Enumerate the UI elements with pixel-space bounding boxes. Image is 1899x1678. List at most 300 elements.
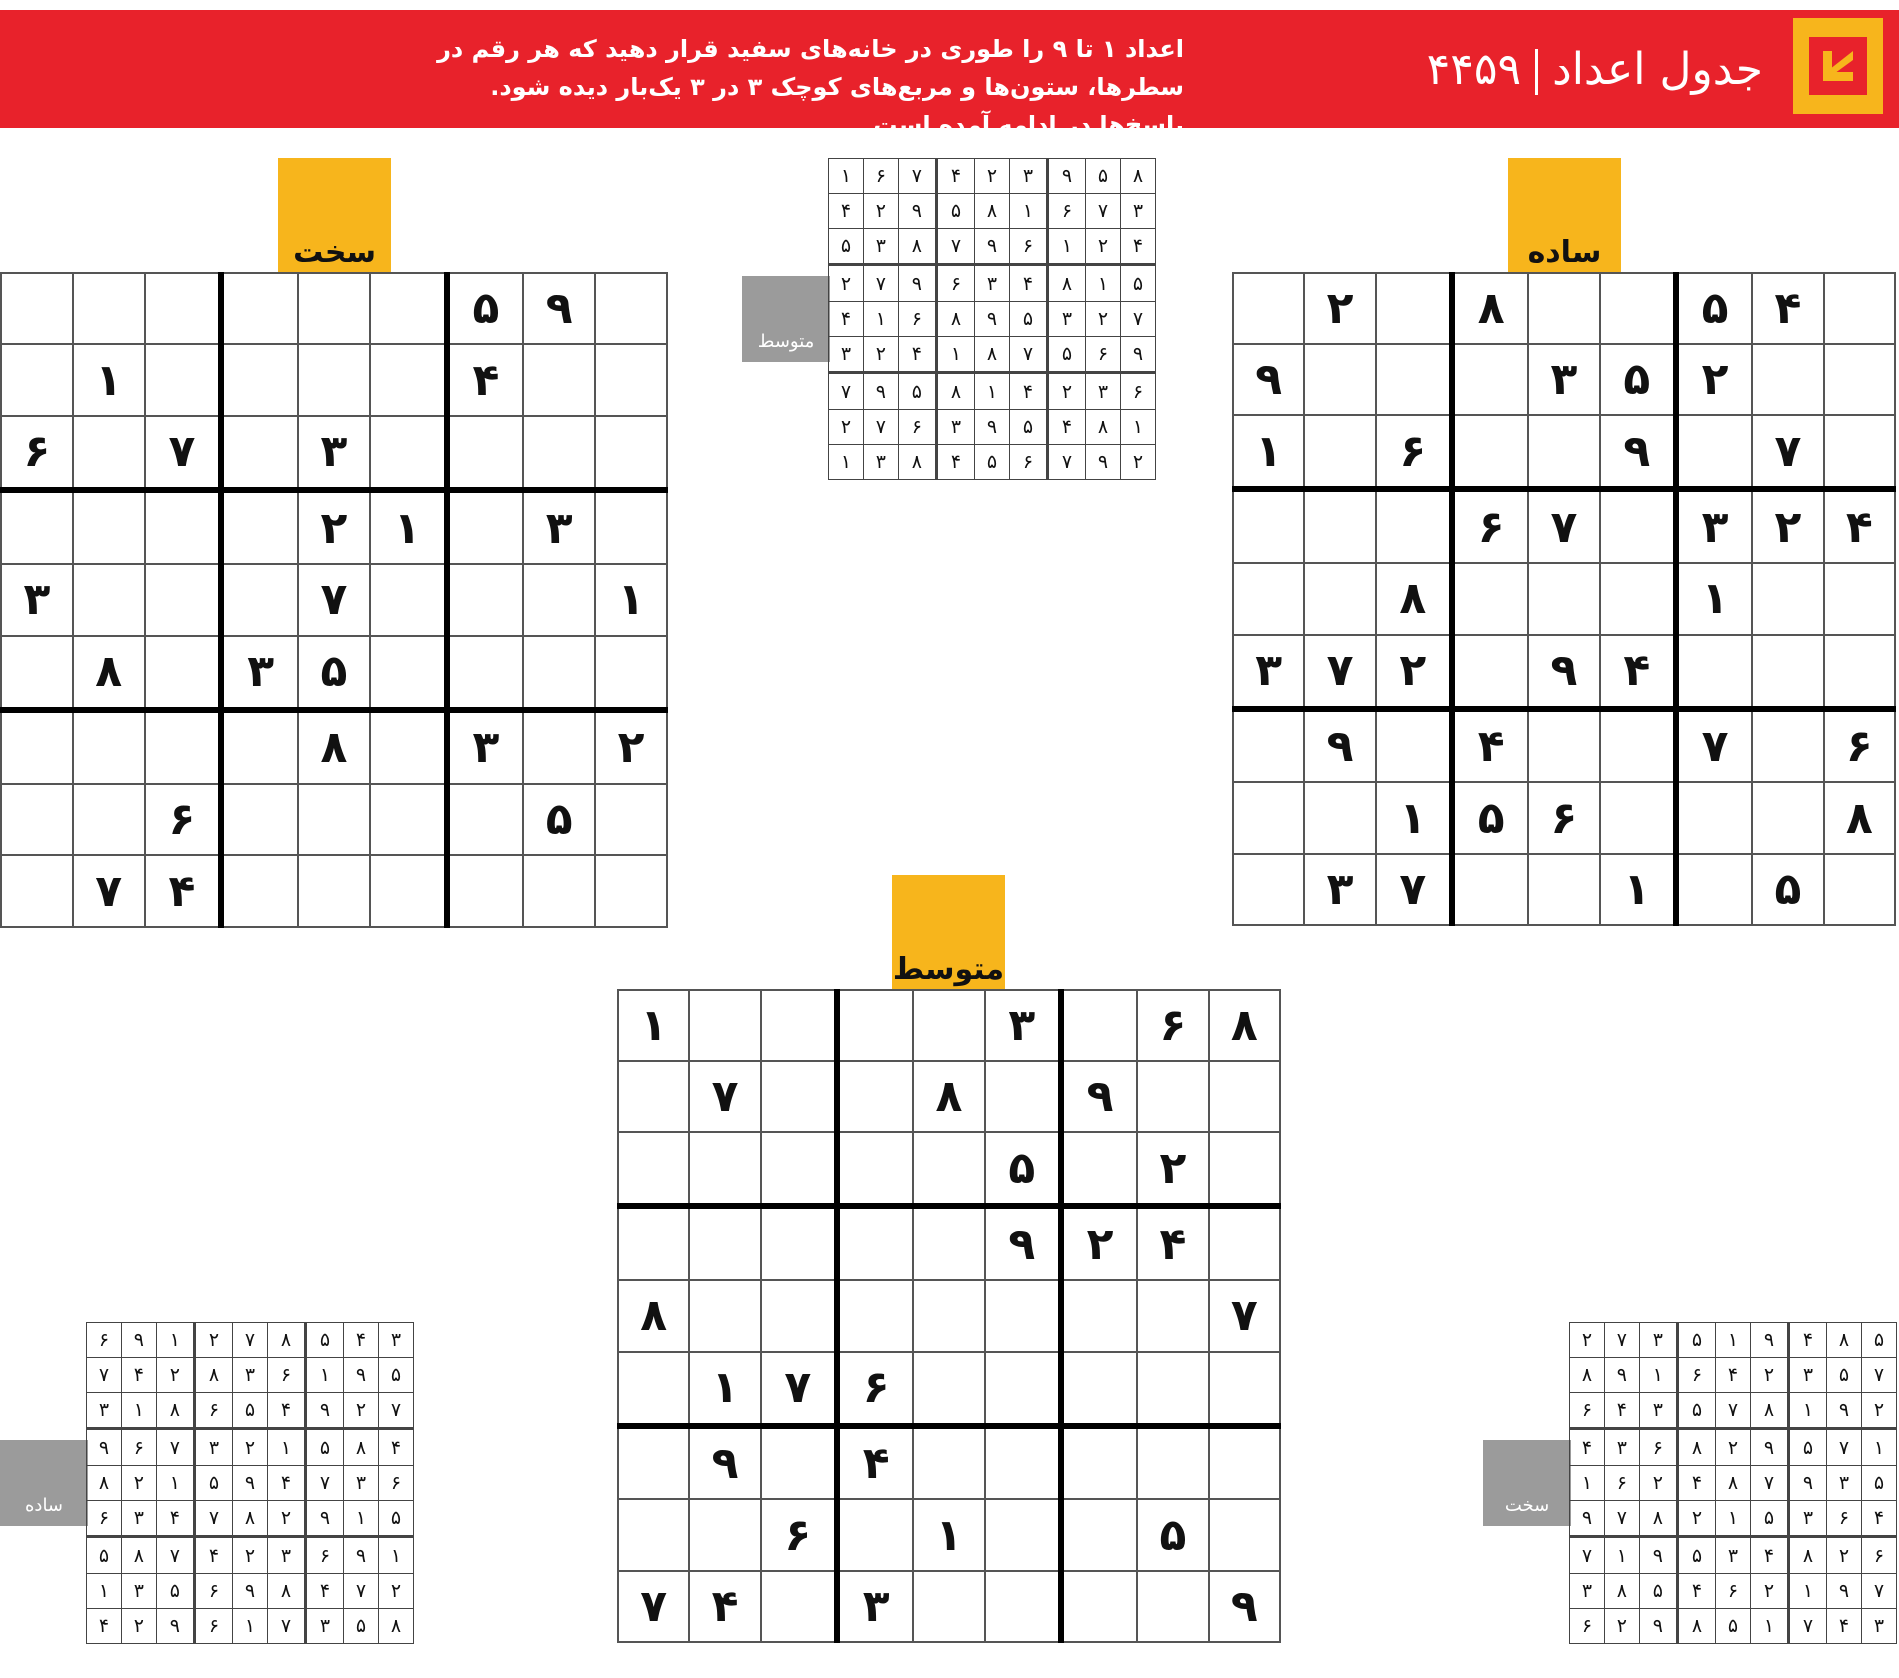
grid-cell: ۸ <box>156 1392 194 1429</box>
grid-cell: ۸ <box>267 1573 305 1608</box>
grid-row <box>1 710 667 784</box>
grid-row <box>1 273 667 344</box>
grid-cell: ۶ <box>1009 444 1047 479</box>
grid-cell <box>595 636 667 710</box>
grid-cell <box>595 273 667 344</box>
grid-cell <box>1824 344 1895 415</box>
grid-cell <box>595 784 667 855</box>
grid-cell <box>761 1571 837 1642</box>
grid-row <box>829 228 1156 265</box>
grid-cell <box>1137 1061 1208 1132</box>
grid-cell: ۵ <box>829 228 864 265</box>
grid-cell: ۶ <box>863 159 898 194</box>
grid-cell <box>689 1499 760 1570</box>
grid-cell: ۵ <box>985 1132 1061 1206</box>
grid-cell: ۳ <box>1862 1608 1897 1643</box>
grid-cell: ۱ <box>913 1499 984 1570</box>
grid-row <box>1 784 667 855</box>
grid-cell: ۹ <box>985 1206 1061 1280</box>
grid-cell: ۱ <box>595 564 667 635</box>
grid-cell <box>1824 415 1895 489</box>
grid-cell: ۳ <box>1789 1500 1827 1537</box>
grid-cell: ۶ <box>1452 489 1528 563</box>
grid-cell: ۱ <box>156 1323 194 1358</box>
grid-cell: ۸ <box>379 1608 414 1643</box>
grid-cell: ۹ <box>1048 159 1086 194</box>
grid-cell: ۲ <box>829 409 864 444</box>
grid-cell: ۱ <box>1789 1392 1827 1429</box>
grid-cell: ۹ <box>306 1500 344 1537</box>
grid-row <box>1 636 667 710</box>
grid-cell <box>1233 563 1304 634</box>
grid-cell: ۸ <box>936 301 974 336</box>
grid-cell: ۴ <box>1752 273 1823 344</box>
grid-cell: ۹ <box>344 1537 379 1574</box>
grid-cell <box>1209 1132 1280 1206</box>
grid-cell: ۱ <box>1639 1357 1677 1392</box>
grid-cell: ۷ <box>73 855 145 927</box>
grid-row <box>618 1132 1280 1206</box>
grid-cell <box>618 1426 689 1500</box>
grid-cell: ۳ <box>298 416 370 490</box>
grid-cell: ۴ <box>1604 1392 1639 1429</box>
grid-cell: ۷ <box>156 1537 194 1574</box>
grid-cell: ۲ <box>233 1537 268 1574</box>
grid-cell: ۷ <box>1716 1392 1751 1429</box>
grid-row <box>618 1571 1280 1642</box>
grid-cell: ۳ <box>936 409 974 444</box>
grid-cell <box>370 273 447 344</box>
grid-cell: ۵ <box>1862 1465 1897 1500</box>
grid-cell <box>1061 1499 1137 1570</box>
grid-cell <box>761 1280 837 1351</box>
grid-cell <box>73 710 145 784</box>
grid-cell: ۷ <box>1750 1465 1788 1500</box>
medium-label: متوسط <box>892 875 1005 989</box>
grid-row <box>1233 854 1895 925</box>
grid-cell: ۵ <box>87 1537 122 1574</box>
grid-cell: ۴ <box>1677 1465 1715 1500</box>
grid-cell: ۷ <box>898 159 936 194</box>
grid-cell <box>1233 709 1304 783</box>
grid-cell: ۲ <box>1827 1537 1862 1574</box>
grid-cell: ۶ <box>898 301 936 336</box>
grid-cell: ۶ <box>1086 336 1121 373</box>
grid-cell: ۸ <box>73 636 145 710</box>
grid-cell <box>1600 709 1676 783</box>
grid-cell <box>73 490 145 564</box>
grid-cell: ۴ <box>1048 409 1086 444</box>
grid-cell <box>1528 709 1599 783</box>
grid-cell <box>1452 415 1528 489</box>
grid-cell: ۳ <box>121 1573 156 1608</box>
grid-cell: ۲ <box>1570 1323 1605 1358</box>
grid-cell: ۳ <box>221 636 298 710</box>
grid-cell: ۶ <box>121 1429 156 1466</box>
grid-cell <box>1209 1061 1280 1132</box>
grid-row <box>87 1323 414 1358</box>
grid-cell: ۳ <box>863 444 898 479</box>
page-title <box>1427 40 1763 100</box>
grid-cell: ۶ <box>1048 193 1086 228</box>
grid-cell: ۲ <box>1048 373 1086 410</box>
grid-row <box>1570 1392 1897 1429</box>
grid-cell <box>1376 709 1452 783</box>
grid-cell: ۲ <box>863 336 898 373</box>
grid-cell: ۱ <box>1376 782 1452 853</box>
grid-cell: ۷ <box>1209 1280 1280 1351</box>
grid-cell: ۴ <box>898 336 936 373</box>
grid-cell <box>370 636 447 710</box>
grid-cell: ۲ <box>1121 444 1156 479</box>
grid-cell: ۸ <box>1639 1500 1677 1537</box>
grid-cell <box>985 1499 1061 1570</box>
grid-cell: ۵ <box>1677 1392 1715 1429</box>
grid-cell <box>1752 344 1823 415</box>
grid-cell: ۱ <box>1048 228 1086 265</box>
grid-cell: ۶ <box>1 416 73 490</box>
grid-cell <box>1 784 73 855</box>
grid-cell: ۴ <box>156 1500 194 1537</box>
grid-row <box>1 416 667 490</box>
grid-cell <box>370 416 447 490</box>
grid-cell: ۶ <box>1604 1465 1639 1500</box>
grid-cell: ۹ <box>233 1465 268 1500</box>
grid-cell: ۶ <box>267 1357 305 1392</box>
grid-cell: ۶ <box>87 1323 122 1358</box>
grid-cell <box>1 710 73 784</box>
answer-hard-label: سخت <box>1483 1440 1571 1526</box>
title-main: جدول اعداد <box>1552 44 1763 95</box>
grid-cell <box>1528 415 1599 489</box>
grid-cell: ۵ <box>233 1392 268 1429</box>
grid-cell: ۴ <box>1677 1573 1715 1608</box>
grid-cell <box>370 564 447 635</box>
grid-cell: ۹ <box>1209 1571 1280 1642</box>
grid-cell <box>298 344 370 415</box>
grid-cell: ۳ <box>267 1537 305 1574</box>
grid-cell <box>1137 1571 1208 1642</box>
grid-cell: ۳ <box>1009 159 1047 194</box>
grid-cell <box>913 1132 984 1206</box>
grid-cell: ۲ <box>1376 635 1452 709</box>
grid-cell <box>618 1499 689 1570</box>
grid-cell: ۵ <box>1862 1323 1897 1358</box>
grid-row <box>618 1061 1280 1132</box>
grid-cell <box>1376 489 1452 563</box>
grid-cell: ۳ <box>985 990 1061 1061</box>
grid-cell: ۸ <box>1824 782 1895 853</box>
grid-cell: ۳ <box>1570 1573 1605 1608</box>
grid-cell: ۲ <box>233 1429 268 1466</box>
grid-cell: ۴ <box>1716 1357 1751 1392</box>
grid-row <box>87 1357 414 1392</box>
grid-cell <box>1676 635 1752 709</box>
grid-cell <box>1 344 73 415</box>
grid-cell: ۴ <box>1824 489 1895 563</box>
grid-cell: ۵ <box>379 1357 414 1392</box>
grid-row <box>1233 635 1895 709</box>
grid-cell: ۸ <box>1086 409 1121 444</box>
grid-cell <box>618 1352 689 1426</box>
grid-cell: ۱ <box>121 1392 156 1429</box>
grid-cell <box>1528 273 1599 344</box>
grid-cell <box>145 490 222 564</box>
grid-row <box>1233 489 1895 563</box>
grid-cell <box>298 273 370 344</box>
grid-row <box>829 193 1156 228</box>
grid-cell: ۳ <box>379 1323 414 1358</box>
grid-cell <box>370 344 447 415</box>
grid-cell <box>145 273 222 344</box>
grid-cell: ۷ <box>1752 415 1823 489</box>
grid-cell: ۷ <box>936 228 974 265</box>
grid-cell <box>1824 563 1895 634</box>
grid-cell: ۹ <box>306 1392 344 1429</box>
grid-row <box>829 409 1156 444</box>
grid-row <box>829 159 1156 194</box>
grid-cell: ۵ <box>1827 1357 1862 1392</box>
grid-row <box>618 1206 1280 1280</box>
grid-cell: ۷ <box>1862 1573 1897 1608</box>
grid-cell: ۷ <box>1604 1500 1639 1537</box>
grid-cell <box>447 784 524 855</box>
grid-cell: ۴ <box>306 1573 344 1608</box>
grid-cell: ۹ <box>975 301 1010 336</box>
grid-cell: ۶ <box>194 1573 232 1608</box>
grid-cell: ۹ <box>1570 1500 1605 1537</box>
grid-cell <box>761 1206 837 1280</box>
grid-row <box>87 1500 414 1537</box>
grid-cell <box>1209 1499 1280 1570</box>
grid-cell: ۱ <box>936 336 974 373</box>
grid-cell: ۷ <box>344 1573 379 1608</box>
grid-cell: ۵ <box>298 636 370 710</box>
grid-cell <box>1824 854 1895 925</box>
grid-cell: ۴ <box>1121 228 1156 265</box>
grid-cell: ۴ <box>1009 373 1047 410</box>
puzzle-medium-grid <box>617 989 1281 1643</box>
grid-cell <box>1824 273 1895 344</box>
grid-cell: ۷ <box>194 1500 232 1537</box>
grid-cell: ۵ <box>1639 1573 1677 1608</box>
grid-row <box>1 564 667 635</box>
grid-cell: ۷ <box>1604 1323 1639 1358</box>
grid-cell: ۹ <box>1750 1323 1788 1358</box>
grid-cell: ۴ <box>379 1429 414 1466</box>
grid-cell <box>761 1426 837 1500</box>
grid-cell: ۲ <box>975 159 1010 194</box>
grid-cell <box>1061 1132 1137 1206</box>
grid-cell <box>913 1280 984 1351</box>
grid-cell: ۱ <box>87 1573 122 1608</box>
grid-cell <box>1209 1426 1280 1500</box>
grid-cell <box>913 1571 984 1642</box>
grid-cell <box>913 1352 984 1426</box>
grid-cell: ۴ <box>447 344 524 415</box>
grid-row <box>1233 709 1895 783</box>
grid-cell <box>1 273 73 344</box>
grid-cell <box>145 344 222 415</box>
grid-cell: ۶ <box>1570 1608 1605 1643</box>
grid-cell: ۵ <box>1086 159 1121 194</box>
grid-cell <box>73 273 145 344</box>
grid-cell: ۵ <box>1121 265 1156 302</box>
grid-cell: ۱ <box>1009 193 1047 228</box>
grid-cell <box>618 1206 689 1280</box>
grid-cell <box>618 1061 689 1132</box>
grid-cell: ۷ <box>267 1608 305 1643</box>
grid-cell <box>1452 344 1528 415</box>
grid-cell: ۸ <box>975 336 1010 373</box>
grid-cell: ۱ <box>73 344 145 415</box>
grid-cell: ۲ <box>1086 228 1121 265</box>
grid-row <box>829 444 1156 479</box>
grid-cell: ۸ <box>233 1500 268 1537</box>
grid-cell: ۳ <box>1676 489 1752 563</box>
grid-cell <box>221 855 298 927</box>
grid-cell <box>1824 635 1895 709</box>
grid-cell: ۳ <box>344 1465 379 1500</box>
grid-cell: ۳ <box>1716 1537 1751 1574</box>
grid-cell: ۸ <box>87 1465 122 1500</box>
grid-cell: ۹ <box>1827 1573 1862 1608</box>
grid-cell: ۷ <box>1304 635 1375 709</box>
grid-row <box>829 301 1156 336</box>
grid-cell: ۷ <box>1528 489 1599 563</box>
grid-cell: ۳ <box>1639 1323 1677 1358</box>
grid-cell <box>1 490 73 564</box>
grid-cell: ۲ <box>1086 301 1121 336</box>
grid-cell: ۶ <box>1121 373 1156 410</box>
grid-cell <box>761 1061 837 1132</box>
grid-cell: ۷ <box>829 373 864 410</box>
grid-cell: ۳ <box>1233 635 1304 709</box>
grid-cell: ۵ <box>1009 409 1047 444</box>
grid-cell: ۴ <box>689 1571 760 1642</box>
grid-row <box>618 1352 1280 1426</box>
grid-cell: ۱ <box>1789 1573 1827 1608</box>
grid-cell: ۱ <box>829 444 864 479</box>
grid-cell <box>837 1499 913 1570</box>
easy-label: ساده <box>1508 158 1621 272</box>
grid-cell: ۸ <box>298 710 370 784</box>
grid-cell: ۹ <box>1604 1357 1639 1392</box>
grid-row <box>1233 415 1895 489</box>
grid-cell: ۱ <box>1600 854 1676 925</box>
grid-cell: ۵ <box>1789 1429 1827 1466</box>
grid-cell <box>1528 563 1599 634</box>
grid-cell <box>1304 415 1375 489</box>
grid-cell: ۹ <box>898 193 936 228</box>
grid-cell <box>913 990 984 1061</box>
grid-cell: ۳ <box>194 1429 232 1466</box>
grid-cell: ۵ <box>1750 1500 1788 1537</box>
grid-row <box>1570 1429 1897 1466</box>
grid-cell: ۴ <box>1600 635 1676 709</box>
grid-cell: ۶ <box>1570 1392 1605 1429</box>
grid-cell <box>370 710 447 784</box>
grid-row <box>1 344 667 415</box>
grid-row <box>1570 1465 1897 1500</box>
grid-cell: ۸ <box>1827 1323 1862 1358</box>
grid-cell <box>447 564 524 635</box>
grid-cell <box>595 855 667 927</box>
grid-cell: ۶ <box>194 1392 232 1429</box>
grid-cell: ۱ <box>379 1537 414 1574</box>
grid-cell <box>1752 709 1823 783</box>
grid-cell: ۳ <box>447 710 524 784</box>
grid-cell: ۶ <box>1137 990 1208 1061</box>
grid-cell <box>761 1132 837 1206</box>
grid-cell: ۶ <box>936 265 974 302</box>
grid-cell: ۹ <box>156 1608 194 1643</box>
grid-cell: ۵ <box>1677 1323 1715 1358</box>
grid-cell <box>1233 782 1304 853</box>
grid-row <box>1233 782 1895 853</box>
grid-cell: ۷ <box>863 409 898 444</box>
grid-cell: ۴ <box>344 1323 379 1358</box>
grid-row <box>829 265 1156 302</box>
grid-cell: ۴ <box>267 1392 305 1429</box>
grid-cell: ۸ <box>1789 1537 1827 1574</box>
grid-cell: ۵ <box>1137 1499 1208 1570</box>
grid-cell <box>913 1426 984 1500</box>
grid-cell <box>145 564 222 635</box>
grid-cell: ۶ <box>306 1537 344 1574</box>
grid-cell: ۹ <box>344 1357 379 1392</box>
grid-cell <box>1676 854 1752 925</box>
grid-row <box>1233 273 1895 344</box>
grid-row <box>1570 1537 1897 1574</box>
grid-cell: ۷ <box>1676 709 1752 783</box>
grid-cell: ۲ <box>595 710 667 784</box>
grid-cell <box>689 1206 760 1280</box>
grid-cell <box>1676 415 1752 489</box>
grid-cell: ۶ <box>761 1499 837 1570</box>
grid-cell: ۱ <box>1750 1608 1788 1643</box>
grid-cell <box>1676 782 1752 853</box>
grid-cell <box>1061 1280 1137 1351</box>
grid-row <box>1 855 667 927</box>
grid-cell: ۲ <box>1750 1573 1788 1608</box>
grid-cell: ۵ <box>1009 301 1047 336</box>
grid-cell: ۸ <box>1750 1392 1788 1429</box>
grid-row <box>1570 1573 1897 1608</box>
grid-cell: ۷ <box>1121 301 1156 336</box>
grid-cell: ۳ <box>1121 193 1156 228</box>
grid-cell <box>595 490 667 564</box>
grid-cell <box>1304 344 1375 415</box>
grid-cell: ۷ <box>306 1465 344 1500</box>
grid-cell: ۸ <box>1677 1429 1715 1466</box>
grid-cell: ۸ <box>267 1323 305 1358</box>
grid-row <box>618 1499 1280 1570</box>
grid-cell: ۱ <box>618 990 689 1061</box>
grid-cell: ۵ <box>306 1429 344 1466</box>
grid-cell: ۹ <box>1827 1392 1862 1429</box>
grid-cell: ۷ <box>379 1392 414 1429</box>
grid-cell <box>523 636 595 710</box>
grid-cell: ۶ <box>145 784 222 855</box>
grid-cell: ۳ <box>1604 1429 1639 1466</box>
answer-medium-grid <box>828 158 1156 480</box>
grid-cell: ۶ <box>1009 228 1047 265</box>
grid-cell: ۷ <box>863 265 898 302</box>
grid-cell: ۵ <box>306 1323 344 1358</box>
grid-cell: ۱ <box>1862 1429 1897 1466</box>
title-divider <box>1535 49 1538 95</box>
